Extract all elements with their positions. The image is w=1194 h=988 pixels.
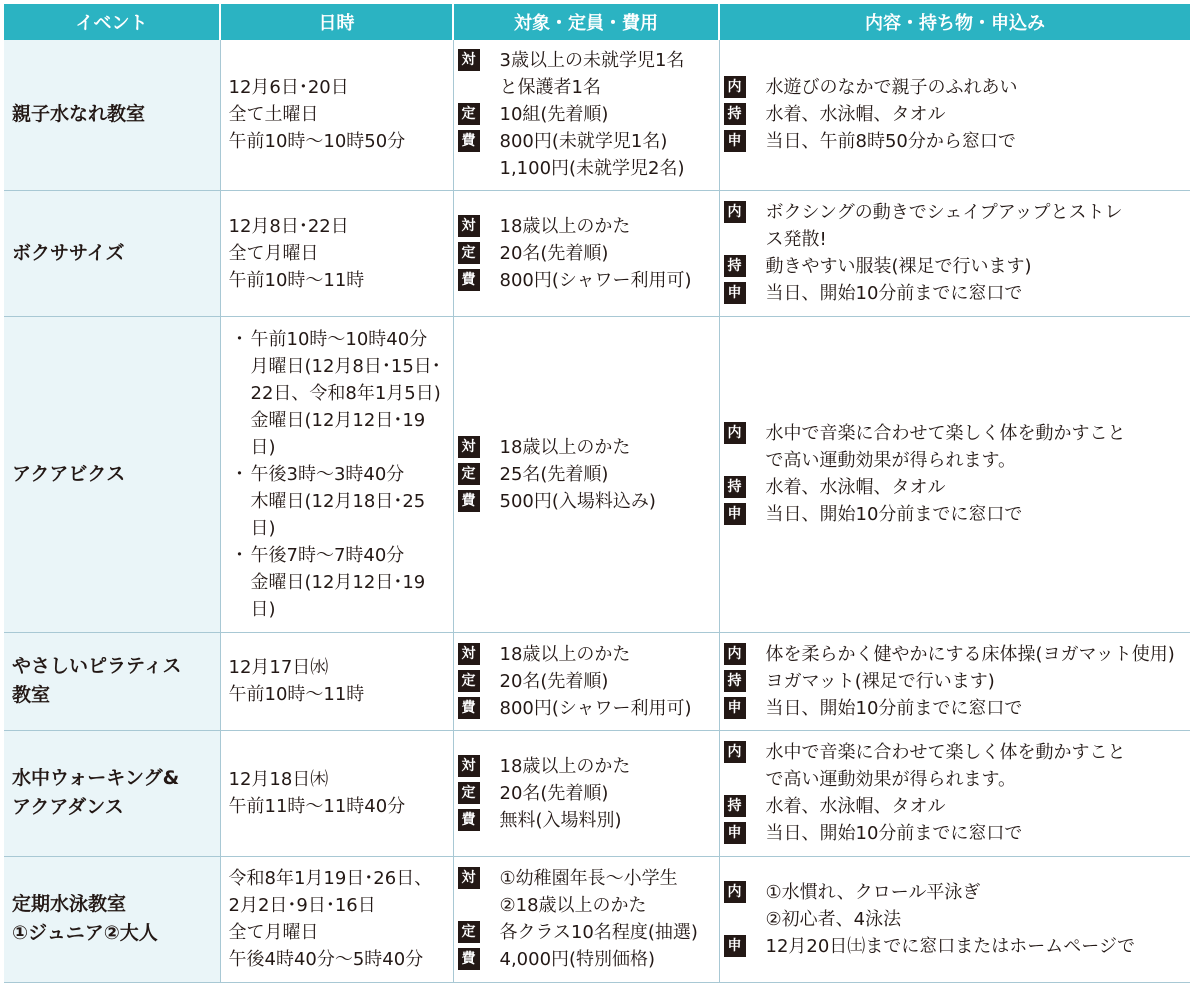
label-badge: 費 (458, 948, 480, 970)
target-text (500, 434, 719, 461)
target-text (500, 780, 719, 807)
event-name: アクアダンス (12, 796, 124, 818)
content-text (766, 641, 1191, 668)
target-text (500, 47, 719, 101)
label-badge: 費 (458, 490, 480, 512)
content-line: 当日、開始10分前までに窓口で (765, 823, 1023, 844)
content-line: ス発散! (765, 229, 827, 250)
target-text (500, 213, 719, 240)
datetime-line: 午後4時40分～5時40分 (228, 949, 424, 970)
label-badge: 持 (724, 476, 746, 498)
bullet-line: 木曜日(12月18日･25 (250, 490, 426, 512)
content-line: 当日、開始10分前までに窓口で (765, 504, 1023, 525)
target-text (500, 461, 719, 488)
label-badge: 持 (724, 255, 746, 277)
content-item (724, 501, 1191, 528)
target-cell (453, 40, 719, 190)
datetime-line: 12月6日･20日 (228, 77, 349, 99)
datetime-cell (220, 316, 453, 632)
target-line: と保護者1名 (499, 77, 601, 99)
target-text (500, 919, 719, 946)
content-text (766, 74, 1191, 101)
bullet-text (251, 542, 453, 623)
label-badge: 申 (724, 822, 746, 844)
content-item (724, 474, 1191, 501)
content-item (724, 668, 1191, 695)
target-cell (453, 316, 719, 632)
datetime-line: 午前10時～10時50分 (228, 131, 406, 153)
target-item (458, 753, 719, 780)
bullet-line: 月曜日(12月8日･15日･ (250, 355, 441, 377)
label-badge: 費 (458, 809, 480, 831)
event-cell (4, 632, 220, 730)
target-text (500, 753, 719, 780)
event-name: 定期水泳教室 (12, 893, 127, 915)
target-line: 10組(先着順) (499, 104, 609, 126)
content-text (766, 793, 1191, 820)
datetime-line: 午前10時～11時 (228, 269, 365, 291)
content-line: ボクシングの動きでシェイプアップとストレ (765, 202, 1123, 223)
event-cell (4, 730, 220, 856)
datetime-cell (220, 40, 453, 190)
target-text (500, 641, 719, 668)
target-item (458, 240, 719, 267)
event-cell (4, 190, 220, 316)
label-badge: 内 (724, 741, 746, 763)
event-name: 教室 (12, 684, 51, 706)
bullet-line: 金曜日(12月12日･19 (250, 409, 426, 431)
datetime-cell (220, 856, 453, 982)
label-badge: 定 (458, 921, 480, 943)
target-item (458, 488, 719, 515)
bullet-line: 金曜日(12月12日･19 (250, 571, 426, 593)
label-badge: 申 (724, 935, 746, 957)
datetime-line: 令和8年1月19日･26日、 (228, 868, 433, 889)
event-cell (4, 40, 220, 190)
content-line: 水着、水泳帽、タオル (765, 796, 946, 817)
content-cell (719, 190, 1190, 316)
label-badge: 対 (458, 643, 480, 665)
target-line: 18歳以上のかた (499, 436, 631, 458)
label-badge: 対 (458, 755, 480, 777)
datetime-cell (220, 632, 453, 730)
target-item (458, 434, 719, 461)
content-text (766, 739, 1191, 793)
event-name: ボクササイズ (12, 241, 125, 264)
datetime-line: 全て土曜日 (228, 104, 319, 126)
content-line: で高い運動効果が得られます。 (765, 769, 1017, 790)
label-badge: 申 (724, 282, 746, 304)
content-item (724, 74, 1191, 101)
label-badge: 定 (458, 670, 480, 692)
target-line: 800円(シャワー利用可) (499, 269, 692, 291)
label-badge: 内 (724, 76, 746, 98)
target-text (500, 267, 719, 294)
table-row (4, 40, 1190, 190)
datetime-line: 全て月曜日 (228, 922, 319, 943)
content-text (766, 253, 1191, 280)
target-line: 800円(未就学児1名) (499, 131, 668, 153)
table-row (4, 856, 1190, 982)
target-line: 18歳以上のかた (499, 215, 631, 237)
event-name: アクアビクス (12, 462, 126, 485)
label-badge: 内 (724, 643, 746, 665)
event-name: やさしいピラティス (12, 655, 182, 677)
target-cell (453, 856, 719, 982)
target-item (458, 865, 719, 919)
event-name: 水中ウォーキング& (12, 767, 180, 789)
target-item (458, 946, 719, 973)
target-line: 1,100円(未就学児2名) (499, 158, 685, 180)
target-item (458, 641, 719, 668)
bullet-line: 午後7時～7時40分 (250, 544, 405, 566)
target-item (458, 668, 719, 695)
content-item (724, 641, 1191, 668)
content-line: 水着、水泳帽、タオル (765, 477, 946, 498)
content-line: で高い運動効果が得られます。 (765, 450, 1017, 471)
label-badge: 申 (724, 503, 746, 525)
content-line: 12月20日㈯までに窓口またはホームページで (765, 935, 1135, 957)
target-line: 18歳以上のかた (499, 643, 631, 665)
content-text (766, 420, 1191, 474)
content-text (766, 101, 1191, 128)
event-cell (4, 316, 220, 632)
content-item (724, 253, 1191, 280)
target-text (500, 240, 719, 267)
label-badge: 費 (458, 269, 480, 291)
target-item (458, 780, 719, 807)
content-item (724, 879, 1191, 933)
label-badge: 内 (724, 422, 746, 444)
bullet-text (251, 326, 453, 461)
content-text (766, 933, 1191, 960)
label-badge: 申 (724, 697, 746, 719)
header-content: 内容・持ち物・申込み (719, 4, 1190, 40)
content-text (766, 820, 1191, 847)
schedule-bullet (229, 461, 453, 542)
target-text (500, 488, 719, 515)
target-line: 4,000円(特別価格) (499, 949, 656, 970)
target-line: 20名(先着順) (499, 242, 609, 264)
datetime-cell (220, 190, 453, 316)
target-line: 800円(シャワー利用可) (499, 697, 692, 719)
bullet-line: 午後3時～3時40分 (250, 463, 405, 485)
datetime-line: 2月2日･9日･16日 (228, 895, 376, 916)
target-text (500, 101, 719, 128)
content-cell (719, 856, 1190, 982)
label-badge: 内 (724, 201, 746, 223)
content-line: 水中で音楽に合わせて楽しく体を動かすこと (765, 423, 1126, 444)
header-event: イベント (4, 4, 220, 40)
table-row (4, 730, 1190, 856)
target-text (500, 128, 719, 182)
label-badge: 費 (458, 697, 480, 719)
content-text (766, 879, 1191, 933)
content-cell (719, 40, 1190, 190)
content-text (766, 501, 1191, 528)
target-cell (453, 190, 719, 316)
label-badge: 定 (458, 103, 480, 125)
label-badge: 対 (458, 215, 480, 237)
label-badge: 対 (458, 436, 480, 458)
content-item (724, 101, 1191, 128)
target-item (458, 101, 719, 128)
bullet-mark: ・ (230, 544, 249, 566)
content-cell (719, 632, 1190, 730)
content-text (766, 280, 1191, 307)
content-cell (719, 316, 1190, 632)
content-item (724, 820, 1191, 847)
content-item (724, 793, 1191, 820)
content-line: 当日、開始10分前までに窓口で (765, 697, 1023, 719)
content-item (724, 280, 1191, 307)
bullet-mark: ・ (230, 463, 249, 485)
target-item (458, 807, 719, 834)
content-item (724, 695, 1191, 722)
content-text (766, 199, 1191, 253)
content-line: 当日、午前8時50分から窓口で (765, 131, 1016, 153)
target-text (500, 946, 719, 973)
content-item (724, 739, 1191, 793)
event-name: 親子水なれ教室 (12, 103, 146, 126)
content-item (724, 128, 1191, 155)
content-line: ①水慣れ、クロール平泳ぎ (765, 881, 981, 903)
content-item (724, 933, 1191, 960)
label-badge: 定 (458, 463, 480, 485)
event-table (4, 4, 1190, 983)
content-item (724, 199, 1191, 253)
content-line: 水中で音楽に合わせて楽しく体を動かすこと (765, 742, 1126, 763)
datetime-cell (220, 730, 453, 856)
table-row (4, 190, 1190, 316)
target-line: 20名(先着順) (499, 670, 609, 692)
target-cell (453, 632, 719, 730)
content-line: 水遊びのなかで親子のふれあい (765, 77, 1018, 99)
content-item (724, 420, 1191, 474)
target-line: ②18歳以上のかた (499, 895, 647, 916)
target-line: 20名(先着順) (499, 782, 609, 804)
bullet-line: 22日、令和8年1月5日) (250, 382, 441, 404)
event-cell (4, 856, 220, 982)
target-line: ①幼稚園年長～小学生 (499, 868, 678, 889)
target-text (500, 807, 719, 834)
label-badge: 定 (458, 242, 480, 264)
target-text (500, 668, 719, 695)
label-badge: 費 (458, 130, 480, 152)
datetime-line: 12月17日㈬ (228, 657, 329, 678)
target-item (458, 461, 719, 488)
label-badge: 対 (458, 49, 480, 71)
datetime-line: 12月18日㈭ (228, 769, 329, 790)
content-line: 動きやすい服装(裸足で行います) (765, 256, 1032, 277)
label-badge: 対 (458, 867, 480, 889)
schedule-bullet (229, 542, 453, 623)
table-row (4, 316, 1190, 632)
target-line: 25名(先着順) (499, 463, 609, 485)
target-line: 18歳以上のかた (499, 755, 631, 777)
content-text (766, 128, 1191, 155)
content-line: ヨガマット(裸足で行います) (765, 670, 995, 692)
target-item (458, 128, 719, 182)
label-badge: 定 (458, 782, 480, 804)
content-line: 当日、開始10分前までに窓口で (765, 283, 1023, 304)
content-text (766, 474, 1191, 501)
bullet-mark: ・ (230, 328, 249, 350)
label-badge: 持 (724, 103, 746, 125)
target-text (500, 695, 719, 722)
table-row (4, 632, 1190, 730)
bullet-line: 日) (250, 436, 276, 458)
datetime-line: 12月8日･22日 (228, 215, 349, 237)
content-text (766, 668, 1191, 695)
label-badge: 内 (724, 881, 746, 903)
content-cell (719, 730, 1190, 856)
target-line: 500円(入場料込み) (499, 490, 656, 512)
datetime-line: 午前11時～11時40分 (228, 796, 406, 817)
target-item (458, 213, 719, 240)
datetime-line: 全て月曜日 (228, 242, 319, 264)
header-target: 対象・定員・費用 (453, 4, 719, 40)
content-text (766, 695, 1191, 722)
target-line: 無料(入場料別) (499, 809, 622, 831)
content-line: ②初心者、4泳法 (765, 908, 902, 930)
header-datetime: 日時 (220, 4, 453, 40)
target-text (500, 865, 719, 919)
schedule-bullet (229, 326, 453, 461)
bullet-line: 日) (250, 598, 276, 620)
target-item (458, 919, 719, 946)
datetime-line: 午前10時～11時 (228, 684, 365, 705)
target-line: 3歳以上の未就学児1名 (499, 50, 685, 72)
header-row (4, 4, 1190, 40)
event-name: ①ジュニア②大人 (12, 922, 158, 944)
target-line: 各クラス10名程度(抽選) (499, 922, 698, 943)
bullet-text (251, 461, 453, 542)
label-badge: 申 (724, 130, 746, 152)
label-badge: 持 (724, 795, 746, 817)
bullet-line: 午前10時～10時40分 (250, 328, 428, 350)
target-cell (453, 730, 719, 856)
content-line: 水着、水泳帽、タオル (765, 104, 946, 126)
target-item (458, 695, 719, 722)
bullet-line: 日) (250, 517, 276, 539)
label-badge: 持 (724, 670, 746, 692)
target-item (458, 47, 719, 101)
target-item (458, 267, 719, 294)
content-line: 体を柔らかく健やかにする床体操(ヨガマット使用) (765, 643, 1175, 665)
